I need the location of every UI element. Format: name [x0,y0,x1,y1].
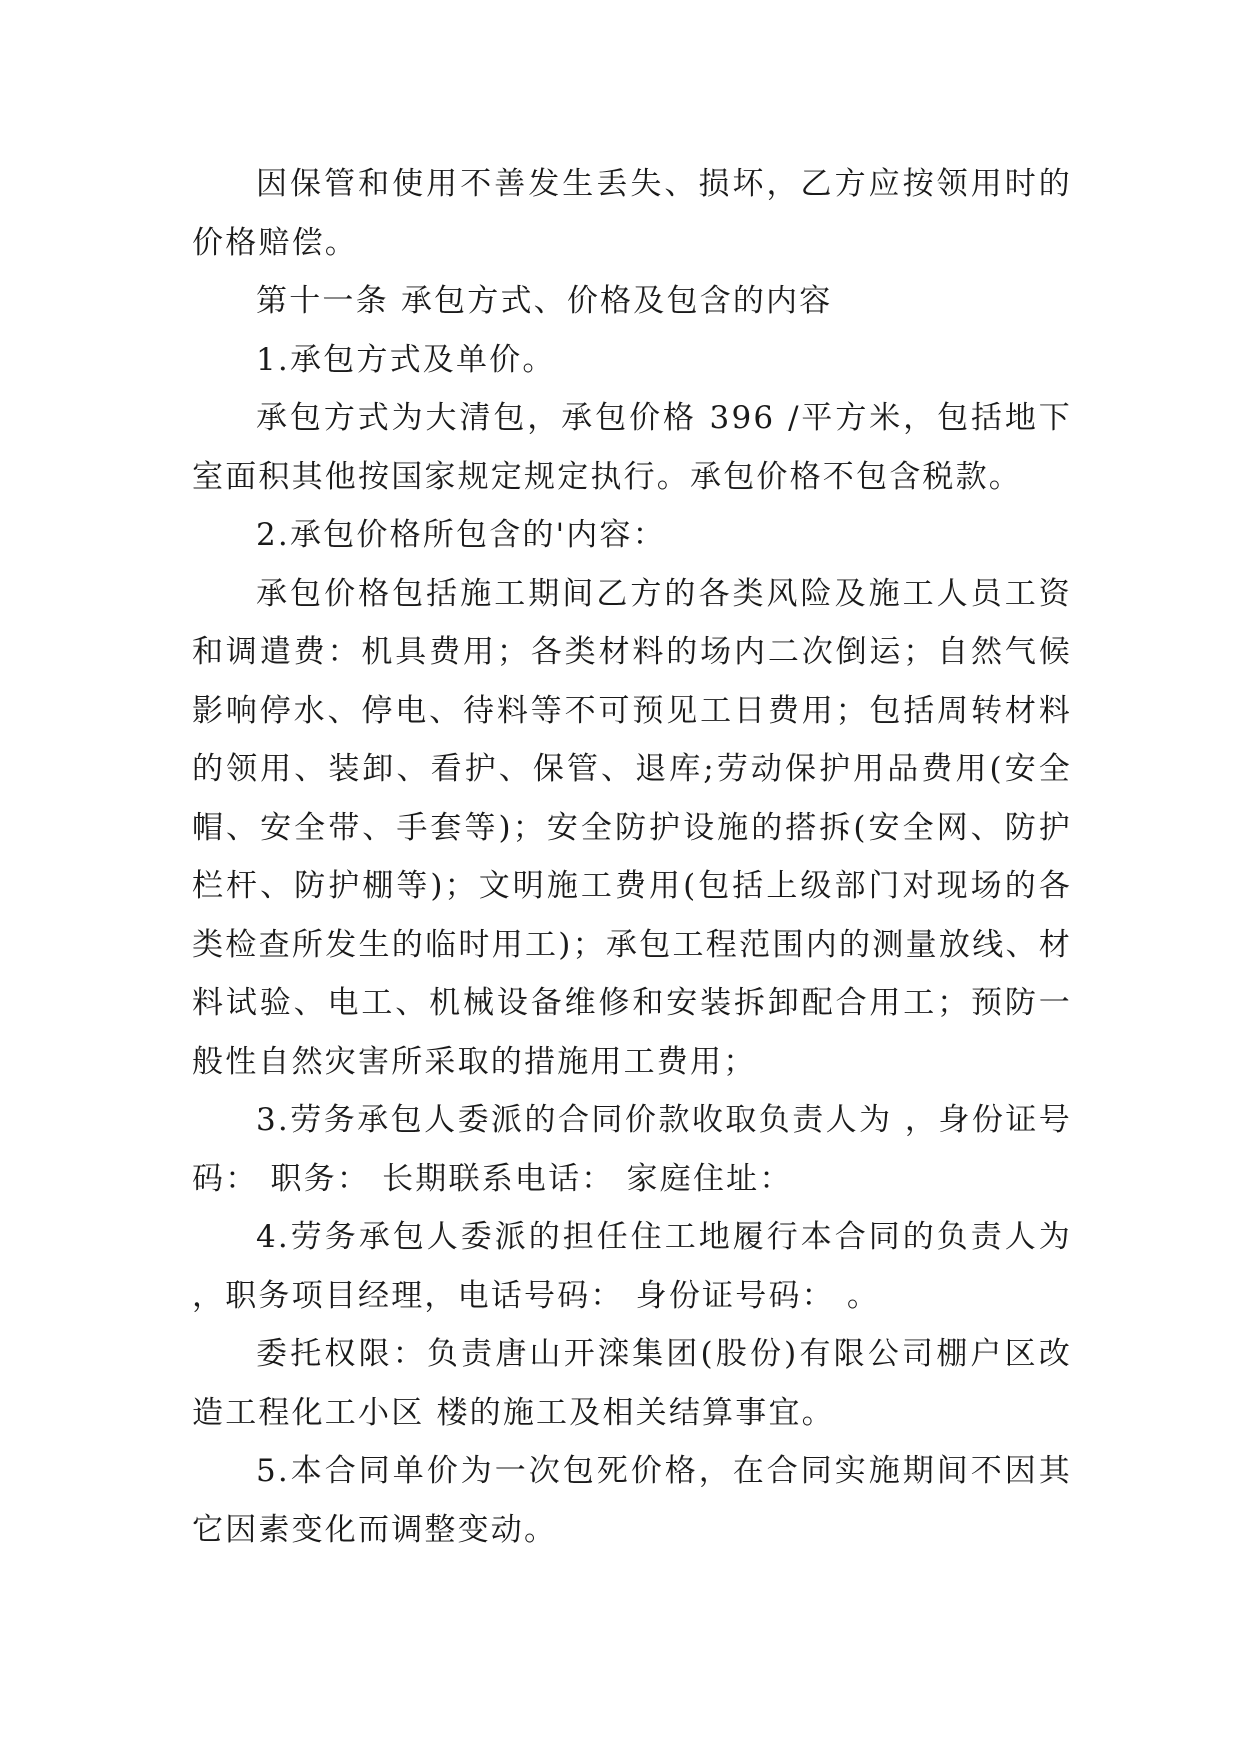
paragraph-item-5-fixed-price: 5.本合同单价为一次包死价格，在合同实施期间不因其它因素变化而调整变动。 [192,1453,1072,1548]
paragraph-compensation: 因保管和使用不善发生丢失、损坏，乙方应按领用时的价格赔偿。 [192,166,1072,261]
paragraph-item-4-site-manager: 4.劳务承包人委派的担任住工地履行本合同的负责人为 ，职务项目经理，电话号码： 身份证号码： 。 [192,1219,1072,1314]
paragraph-price-contents: 承包价格包括施工期间乙方的各类风险及施工人员工资和调遣费：机具费用；各类材料的场内二次倒运；自然气候影响停水、停电、待料等不可预见工日费用；包括周转材料的领用、装卸、看护、保管、退库;劳动保护用品费用(安全帽、安全带、手套等)；安全防护设施的搭拆(安全网、防护栏杆、防护棚等)；文明施工费用(包括上级部门对现场的各类检查所发生的临时用工)；承包工程范围内的测量放线、材料试验、电工、机械设备维修和安装拆卸配合用工；预防一般性自然灾害所采取的措施用工费用； [192,575,1072,1080]
paragraph-authorization-scope: 委托权限：负责唐山开滦集团(股份)有限公司棚户区改造工程化工小区 楼的施工及相关结算事宜。 [192,1336,1072,1431]
paragraph-item-1-heading: 1.承包方式及单价。 [256,341,556,378]
document-body [192,155,1072,1559]
paragraph-contract-method: 承包方式为大清包，承包价格 396 /平方米，包括地下室面积其他按国家规定规定执行。承包价格不包含税款。 [192,400,1072,495]
paragraph-item-2-heading: 2.承包价格所包含的'内容： [256,517,666,553]
paragraph-item-3-payee: 3.劳务承包人委派的合同价款收取负责人为 ，身份证号码： 职务： 长期联系电话： 家庭住址： [192,1102,1072,1197]
paragraph-article-11-heading: 第十一条 承包方式、价格及包含的内容 [256,283,833,319]
